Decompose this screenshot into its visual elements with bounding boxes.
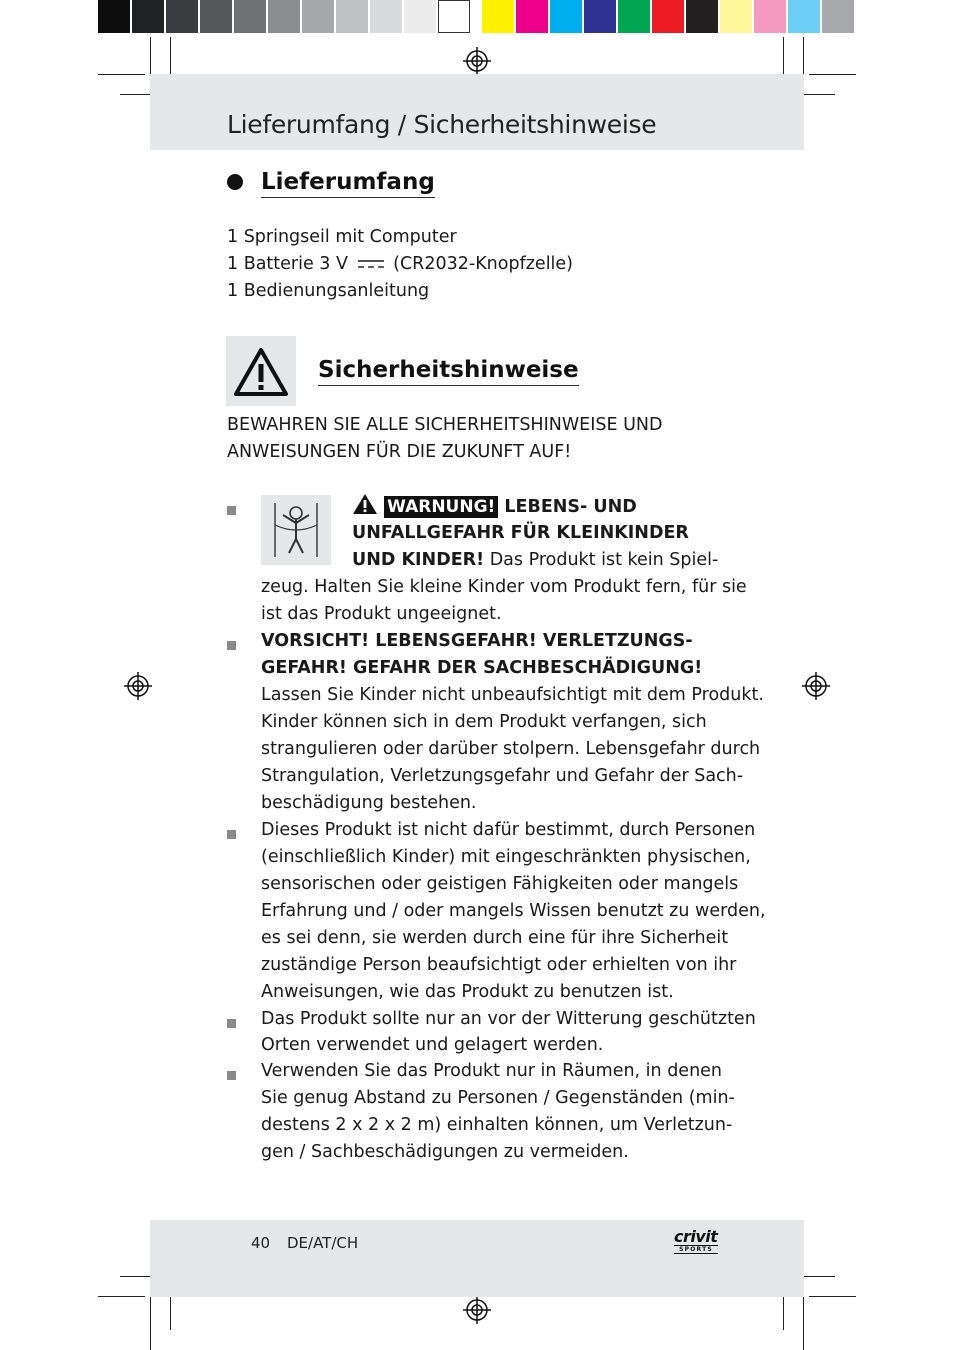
warning-heading — [352, 493, 637, 521]
crop-mark — [783, 37, 784, 77]
list-item-text: es sei denn, sie werden durch eine für ihre Sicherheit — [261, 928, 729, 948]
child-hazard-icon-box — [261, 495, 331, 565]
list-item-text: Verwenden Sie das Produkt nur in Räumen, in denen — [261, 1061, 723, 1081]
crop-mark — [170, 1295, 171, 1330]
registration-mark-icon — [462, 46, 492, 76]
list-item-text: Dieses Produkt ist nicht dafür bestimmt, durch Personen — [261, 820, 756, 840]
color-swatch — [550, 0, 582, 33]
color-swatch — [720, 0, 752, 33]
color-swatch — [482, 0, 514, 33]
list-item-text: gen / Sachbeschädigungen zu vermeiden. — [261, 1142, 629, 1162]
list-item-text: Erfahrung und / oder mangels Wissen benutzt zu werden, — [261, 901, 766, 921]
warning-text — [352, 547, 718, 574]
warning-text: beschädigung bestehen. — [261, 793, 477, 813]
color-swatch — [788, 0, 820, 33]
registration-mark-icon — [801, 671, 831, 701]
color-swatch — [754, 0, 786, 33]
warning-heading-text: LEBENS- UND — [504, 497, 637, 517]
color-swatch — [618, 0, 650, 33]
section-heading-sicherheitshinweise: Sicherheitshinweise — [318, 356, 579, 386]
registration-mark-icon — [462, 1295, 492, 1325]
color-swatch — [652, 0, 684, 33]
list-item — [227, 251, 573, 278]
warning-icon-box — [226, 336, 296, 406]
crop-mark — [803, 1295, 804, 1350]
list-item-detail: (CR2032-Knopfzelle) — [393, 254, 574, 274]
color-swatch — [336, 0, 368, 33]
crop-mark — [803, 37, 804, 77]
crop-mark — [783, 1295, 784, 1330]
crop-mark — [98, 1296, 145, 1297]
list-item-text: sensorischen oder geistigen Fähigkeiten oder mangels — [261, 874, 739, 894]
warning-text: Kinder können sich in dem Produkt verfangen, sich — [261, 712, 707, 732]
crop-mark — [800, 94, 835, 95]
warning-text: Strangulation, Verletzungsgefahr und Gefahr der Sach- — [261, 766, 744, 786]
list-item-text: zuständige Person beaufsichtigt oder erhielten von ihr — [261, 955, 737, 975]
color-swatch — [438, 0, 470, 33]
color-swatch — [516, 0, 548, 33]
crop-mark — [809, 74, 856, 75]
color-swatch — [822, 0, 854, 33]
page-number: 40 — [251, 1234, 271, 1252]
list-item-text: Das Produkt sollte nur an vor der Witterung geschützten — [261, 1009, 756, 1029]
color-swatch — [166, 0, 198, 33]
crop-mark — [150, 1295, 151, 1350]
list-bullet-icon — [227, 641, 236, 650]
list-item-text: destens 2 x 2 x 2 m) einhalten können, um Verletzun- — [261, 1115, 733, 1135]
list-bullet-icon — [227, 1019, 236, 1028]
warning-heading: VORSICHT! LEBENSGEFAHR! VERLETZUNGS- — [261, 631, 693, 651]
intro-text: BEWAHREN SIE ALLE SICHERHEITSHINWEISE UND — [227, 415, 663, 435]
color-swatch — [370, 0, 402, 33]
region-label: DE/AT/CH — [287, 1234, 359, 1252]
warning-text: Lassen Sie Kinder nicht unbeaufsichtigt mit dem Produkt. — [261, 685, 764, 705]
warning-text: strangulieren oder darüber stolpern. Lebensgefahr durch — [261, 739, 761, 759]
section-heading-lieferumfang: Lieferumfang — [261, 168, 435, 198]
crop-mark — [170, 37, 171, 77]
color-swatch — [132, 0, 164, 33]
list-item: 1 Springseil mit Computer — [227, 227, 457, 247]
section-bullet-icon — [227, 174, 243, 190]
registration-mark-icon — [123, 671, 153, 701]
color-calibration-bar-right — [482, 0, 856, 35]
color-swatch — [686, 0, 718, 33]
color-swatch — [268, 0, 300, 33]
crop-mark — [98, 74, 145, 75]
color-swatch — [302, 0, 334, 33]
list-item-text: (einschließlich Kinder) mit eingeschränkten physischen, — [261, 847, 751, 867]
warning-body-text: Das Produkt ist kein Spiel- — [484, 550, 719, 570]
warning-text: ist das Produkt ungeeignet. — [261, 604, 502, 624]
crop-mark — [150, 37, 151, 77]
list-bullet-icon — [227, 830, 236, 839]
child-strangulation-icon — [261, 495, 331, 565]
color-swatch — [200, 0, 232, 33]
warning-badge: WARNUNG! — [384, 496, 498, 518]
color-swatch — [234, 0, 266, 33]
list-item-text: Sie genug Abstand zu Personen / Gegenständen (min- — [261, 1088, 735, 1108]
brand-logo — [674, 1228, 728, 1258]
list-item: 1 Bedienungsanleitung — [227, 281, 430, 301]
warning-text: zeug. Halten Sie kleine Kinder vom Produkt fern, für sie — [261, 577, 747, 597]
intro-text: ANWEISUNGEN FÜR DIE ZUKUNFT AUF! — [227, 442, 572, 462]
crop-mark — [800, 1276, 835, 1277]
warning-heading-text: UND KINDER! — [352, 550, 485, 570]
color-swatch — [404, 0, 436, 33]
page-title: Lieferumfang / Sicherheitshinweise — [227, 110, 657, 139]
color-calibration-bar-left — [98, 0, 472, 35]
dc-current-symbol-icon — [356, 257, 386, 271]
list-bullet-icon — [227, 1071, 236, 1080]
warning-heading: UNFALLGEFAHR FÜR KLEINKINDER — [352, 523, 689, 543]
list-item-text: Anweisungen, wie das Produkt zu benutzen ist. — [261, 982, 674, 1002]
list-item-label: 1 Batterie 3 V — [227, 254, 348, 274]
list-item-text: Orten verwendet und gelagert werden. — [261, 1035, 604, 1055]
warning-triangle-icon — [352, 493, 378, 515]
brand-logo-subtext: SPORTS — [674, 1245, 718, 1254]
crop-mark — [809, 1296, 856, 1297]
color-swatch — [584, 0, 616, 33]
warning-heading: GEFAHR! GEFAHR DER SACHBESCHÄDIGUNG! — [261, 658, 703, 678]
warning-triangle-icon — [226, 336, 296, 406]
list-bullet-icon — [227, 506, 236, 515]
color-swatch — [98, 0, 130, 33]
brand-logo-text: crivit — [674, 1227, 718, 1246]
